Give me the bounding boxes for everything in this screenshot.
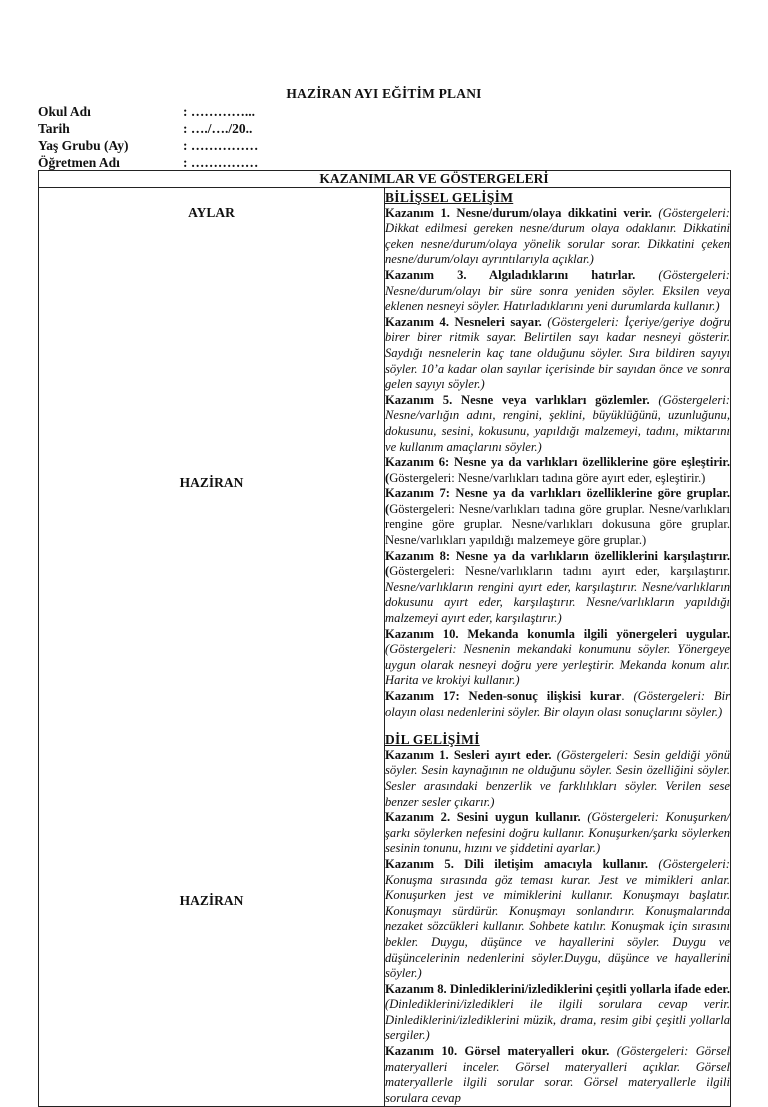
- kazanim-title: Kazanım 2. Sesini uygun kullanır.: [385, 810, 581, 825]
- kazanim-title: Kazanım 1. Nesne/durum/olaya dikkatini verir.: [385, 205, 652, 220]
- kazanim-title: Kazanım 7: Nesne ya da varlıkları özelliklerine göre gruplar. (: [385, 486, 730, 516]
- kazanim-indicators: Göstergeleri: Nesne/varlıkları tadına göre ayırt eder, eşleştirir.): [389, 470, 706, 485]
- kazanim-indicators: (Göstergeleri: Bir olayın olası nedenlerini söyler. Bir olayın olası sonuçlarını söyler.): [385, 689, 730, 719]
- column-header-kazanim-label: KAZANIMLAR VE GÖSTERGELERİ: [319, 171, 549, 186]
- info-label: Öğretmen Adı: [38, 154, 120, 170]
- kazanim-title: Kazanım 4. Nesneleri sayar.: [385, 314, 542, 329]
- column-header-kazanim: [39, 171, 731, 188]
- kazanim-item: [385, 315, 730, 393]
- kazanim-indicators: (Göstergeleri: Nesne/varlığın adını, rengini, şeklini, büyüklüğünü, uzunluğunu, dokusunu, sesini, kokusunu, yapıldığı malzemeyi, tadını, miktarını ve kullanım amaçlarını söyler.): [385, 392, 730, 454]
- kazanim-indicators: (Göstergeleri: Nesnenin mekandaki konumunu söyler. Yönergeye uygun olarak nesneyi doğru yere yerleştirir. Mekanda konum alır. Harita ve krokiyi kullanır.): [385, 642, 730, 688]
- kazanim-title: Kazanım 6: Nesne ya da varlıkları özelliklerine göre eşleştirir. (: [385, 455, 730, 485]
- info-value: : ……………: [183, 137, 259, 153]
- page-title: HAZİRAN AYI EĞİTİM PLANI: [286, 86, 482, 101]
- section-heading-bilissel: BİLİŞSEL GELİŞİM: [385, 190, 514, 205]
- kazanim-title: Kazanım 1. Sesleri ayırt eder.: [385, 747, 552, 762]
- kazanim-indicators: Göstergeleri: Nesne/varlıkların tadını ayırt eder, karşılaştırır.: [389, 564, 730, 579]
- info-row-school: [38, 103, 738, 120]
- kazanim-item: [385, 689, 730, 720]
- kazanim-item: [385, 268, 730, 315]
- kazanim-title: Kazanım 8. Dinlediklerini/izlediklerini çeşitli yollarla ifade eder.: [385, 981, 730, 996]
- info-value: : …………...: [183, 103, 255, 119]
- table-row: [39, 188, 731, 1107]
- month-label: HAZİRAN: [179, 893, 244, 908]
- kazanim-indicators: (Göstergeleri: Konuşma sırasında göz teması kurar. Jest ve mimikleri anlar. Konuşurken jest ve mimiklerini kullanır. Konuşmayı başlatır. Konuşmayı sürdürür. Konuşmayı sonlandırır. Konuşmalarında nezaket sözcükleri kullanır. Sohbete katılır. Konuşmak için sırasını bekler. Duygu, düşünce ve hayallerini söyler. Duygu ve düşüncelerinin nedenlerini söyler.Duygu, düşünce ve hayallerini söyler.): [385, 856, 730, 981]
- kazanim-indicators: Nesne/varlıkların rengini ayırt eder, karşılaştırır. Nesne/varlıkların dokusunu ayırt eder, karşılaştırır. Nesne/varlıkların yapıldığı malzemeyi ayırt eder, karşılaştırır.): [385, 579, 730, 626]
- kazanim-item: [385, 857, 730, 982]
- kazanim-item: [385, 982, 730, 1044]
- kazanim-indicators: (Göstergeleri: İçeriye/geriye doğru birer birer ritmik sayar. Belirtilen sayı kadar nesneyi gösterir. Saydığı nesnelerin kaç tane olduğunu söyler. Sıra bildiren sayıyı söyler. 10’a kadar olan sayılar içerisinde bir sayıdan önce ve sonra gelen sayıyı söyler.): [385, 314, 730, 392]
- kazanim-item: [385, 393, 730, 455]
- kazanim-item: [385, 627, 730, 689]
- kazanim-title: Kazanım 5. Dili iletişim amacıyla kullanır.: [385, 856, 648, 871]
- info-row-date: [38, 120, 738, 137]
- kazanim-item: [385, 748, 730, 810]
- info-row-teacher: [38, 154, 738, 171]
- kazanim-title: Kazanım 3. Algıladıklarını hatırlar.: [385, 267, 636, 282]
- kazanim-item: [385, 1044, 730, 1106]
- kazanim-item: [385, 486, 730, 548]
- kazanim-indicators: Göstergeleri: Nesne/varlıkları tadına göre gruplar. Nesne/varlıkları rengine göre gruplar. Nesne/varlıkları dokusuna göre gruplar. Nesne/varlıkları yapıldığı malzemeye göre gruplar.): [385, 501, 730, 548]
- info-block: [38, 103, 738, 171]
- dil-list: [385, 748, 730, 1107]
- info-label: Tarih: [38, 120, 70, 136]
- kazanim-item: [385, 206, 730, 268]
- kazanim-title: Kazanım 10. Mekanda konumla ilgili yönergeleri uygular.: [385, 626, 730, 641]
- month-cell: [39, 188, 385, 1107]
- kazanim-indicators: (Dinlediklerini/izledikleri ile ilgili sorulara cevap verir. Dinlediklerini/izlediklerini müzik, drama, resim gibi çeşitli yollarla sergiler.): [385, 997, 730, 1043]
- info-label: Yaş Grubu (Ay): [38, 137, 129, 153]
- info-value: : ……………: [183, 154, 259, 170]
- month-label: HAZİRAN: [179, 475, 244, 490]
- kazanim-indicators: (Göstergeleri: Konuşurken/şarkı söylerken nefesini doğru kullanır. Konuşurken/şarkı söylerken sesinin tonunu, hızını ve şiddetini ayarlar.): [385, 810, 730, 856]
- kazanim-cell: [385, 188, 731, 1107]
- kazanim-item: [385, 810, 730, 857]
- kazanim-title: Kazanım 5. Nesne veya varlıkları gözlemler.: [385, 392, 650, 407]
- section-heading-dil: DİL GELİŞİMİ: [385, 732, 480, 748]
- table-header-row: [39, 171, 731, 188]
- kazanim-title: Kazanım 8: Nesne ya da varlıkların özelliklerini karşılaştırır. (: [385, 548, 730, 579]
- kazanim-item: [385, 455, 730, 486]
- info-row-age-group: [38, 137, 738, 154]
- kazanim-title: Kazanım 17: Neden-sonuç ilişkisi kurar: [385, 689, 622, 703]
- kazanim-indicators: .: [621, 689, 625, 703]
- kazanim-item: [385, 549, 730, 627]
- kazanim-indicators: (Göstergeleri: Görsel materyalleri inceler. Görsel materyalleri açıklar. Görsel materyallerle ilgili sorular sorar. Görsel materyallerle ilgili sorulara cevap: [385, 1044, 730, 1105]
- info-label: Okul Adı: [38, 103, 91, 119]
- kazanim-title: Kazanım 10. Görsel materyalleri okur.: [385, 1044, 610, 1059]
- bilissel-list: [385, 206, 730, 721]
- kazanim-indicators: (Göstergeleri: Dikkat edilmesi gereken nesne/durum olaya odaklanır. Dikkatini çeken nesne/durum/olaya yönelik sorular sorar. Dikkatini çeken nesne/durum/olayı ayrıntılarıyla açıklar.): [385, 205, 730, 267]
- kazanim-indicators: (Göstergeleri: Nesne/durum/olayı bir süre sonra yeniden söyler. Eksilen veya eklenen nesneyi söyler. Hatırladıklarını yeni durumlarda kullanır.): [385, 267, 730, 314]
- column-header-months: AYLAR: [188, 205, 235, 220]
- info-value: : …./…./20..: [183, 120, 253, 136]
- kazanim-indicators: (Göstergeleri: Sesin geldiği yönü söyler. Sesin kaynağının ne olduğunu söyler. Sesin özelliğini söyler. Sesler arasındaki benzerlik ve farklılıkları söyler. Verilen sese benzer sesler çıkarır.): [385, 747, 731, 809]
- plan-table: [38, 170, 731, 1107]
